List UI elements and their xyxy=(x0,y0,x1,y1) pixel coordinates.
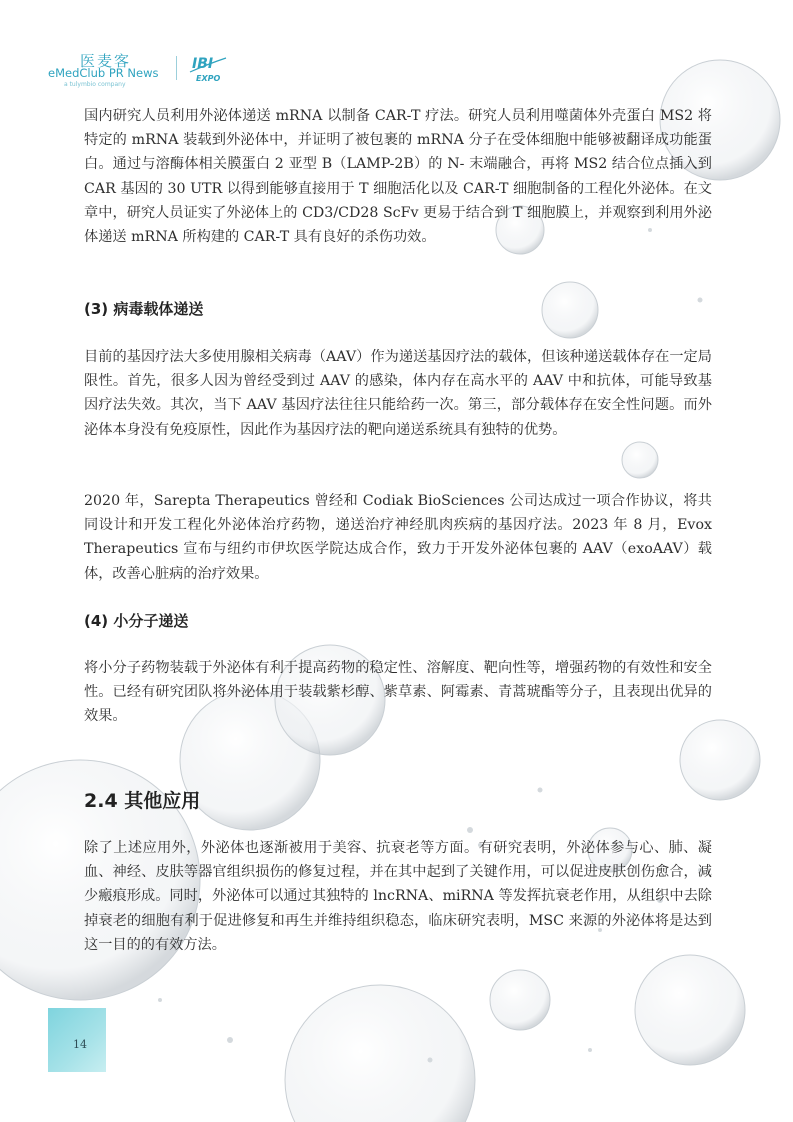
header-logo xyxy=(48,50,238,90)
paragraph-car-t: 国内研究人员利用外泌体递送 mRNA 以制备 CAR-T 疗法。研究人员利用噬菌体外壳蛋白 MS2 将特定的 mRNA 装载到外泌体中，并证明了被包裹的 mRNA 分子在受体细胞中能够被翻译成功能蛋白。通过与溶酶体相关膜蛋白 2 亚型 B（LAMP-2B）的 N- 末端融合，再将 MS2 结合位点插入到 CAR 基因的 30 UTR 以得到能够直接用于 T 细胞活化以及 CAR-T 细胞制备的工程化外泌体。在文章中，研究人员证实了外泌体上的 CD3/CD28 ScFv 更易于结合到 T 细胞膜上，并观察到利用外泌体递送 mRNA 所构建的 CAR-T 具有良好的杀伤功效。 xyxy=(84,108,712,246)
svg-text:IBI: IBI xyxy=(192,56,214,72)
page-number: 14 xyxy=(73,1038,87,1051)
logo-subtitle-text: a tulymbio company xyxy=(64,81,126,88)
paragraph-other-applications: 除了上述应用外，外泌体也逐渐被用于美容、抗衰老等方面。有研究表明，外泌体参与心、肺、凝血、神经、皮肤等器官组织损伤的修复过程，并在其中起到了关键作用，可以促进皮肤创伤愈合，减少瘢痕形成。同时，外泌体可以通过其独特的 lncRNA、miRNA 等发挥抗衰老作用，从组织中去除掉衰老的细胞有利于促进修复和再生并维持组织稳态，临床研究表明，MSC 来源的外泌体将是达到这一目的的有效方法。 xyxy=(84,840,712,953)
logo-english-text: eMedClub PR News xyxy=(48,66,159,80)
paragraph-sarepta: 2020 年，Sarepta Therapeutics 曾经和 Codiak BioSciences 公司达成过一项合作协议，将共同设计和开发工程化外泌体治疗药物，递送治疗神经肌肉疾病的基因疗法。2023 年 8 月，Evox Therapeutics 宣布与纽约市伊坎医学院达成合作，致力于开发外泌体包裹的 AAV（exoAAV）载体，改善心脏病的治疗效果。 xyxy=(84,493,712,582)
svg-text:EXPO: EXPO xyxy=(196,74,221,83)
section-heading-other-applications: 2.4 其他应用 xyxy=(84,790,201,812)
subheading-viral-vector: (3) 病毒载体递送 xyxy=(84,300,204,318)
paragraph-small-molecule: 将小分子药物装载于外泌体有利于提高药物的稳定性、溶解度、靶向性等，增强药物的有效性和安全性。已经有研究团队将外泌体用于装载紫杉醇、紫草素、阿霉素、青蒿琥酯等分子，且表现出优异的效果。 xyxy=(84,660,712,725)
page-number-tab xyxy=(48,1008,106,1072)
subheading-small-molecule: (4) 小分子递送 xyxy=(84,612,189,630)
logo-divider xyxy=(176,56,177,80)
paragraph-aav: 目前的基因疗法大多使用腺相关病毒（AAV）作为递送基因疗法的载体，但该种递送载体存在一定局限性。首先，很多人因为曾经受到过 AAV 的感染，体内存在高水平的 AAV 中和抗体，可能导致基因疗法失效。其次，当下 AAV 基因疗法往往只能给药一次。第三，部分载体存在安全性问题。而外泌体本身没有免疫原性，因此作为基因疗法的靶向递送系统具有独特的优势。 xyxy=(84,349,712,438)
ibi-expo-logo-icon xyxy=(186,52,232,86)
logo-chinese-text: 医麦客 xyxy=(80,52,132,70)
